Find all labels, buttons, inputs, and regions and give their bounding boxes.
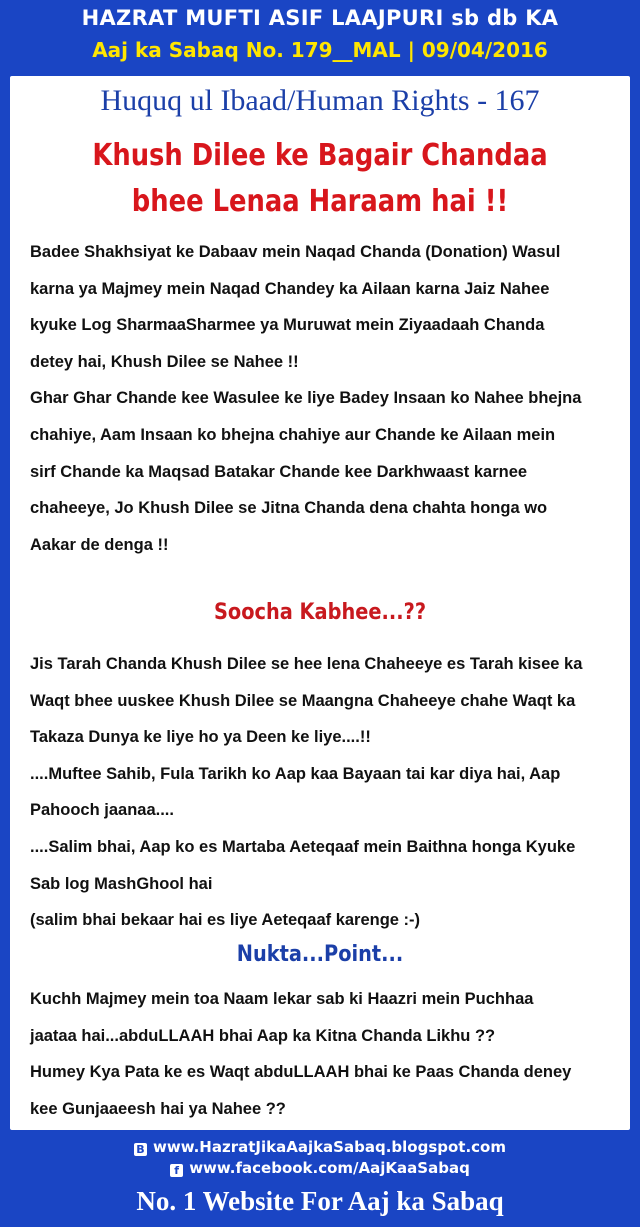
- paragraph-line: kee Gunjaaeesh hai ya Nahee ??: [30, 1099, 286, 1118]
- series-title: Huquq ul Ibaad/Human Rights - 167: [100, 84, 540, 117]
- paragraph-line: Pahooch jaanaa....: [30, 801, 174, 820]
- paragraph-line: Aakar de denga !!: [30, 535, 169, 554]
- blogger-icon: B: [134, 1143, 147, 1156]
- paragraph-line: chahiye, Aam Insaan ko bhejna chahiye aur Chande ke Ailaan mein: [30, 425, 556, 444]
- paragraph-line: Kuchh Majmey mein toa Naam lekar sab ki Haazri mein Puchhaa: [30, 990, 534, 1008]
- paragraph-line: Takaza Dunya ke liye ho ya Deen ke liye....!!: [30, 728, 371, 747]
- paragraph-line: jaataa hai...abduLLAAH bhai Aap ka Kitna Chanda Likhu ??: [30, 1026, 496, 1045]
- content-card: [10, 76, 630, 1130]
- paragraph-2: [30, 646, 610, 939]
- paragraph-line: ....Salim bhai, Aap ko es Martaba Aeteqaaf mein Baithna honga Kyuke: [30, 837, 576, 856]
- paragraph-line: ....Muftee Sahib, Fula Tarikh ko Aap kaa Bayaan tai kar diya hai, Aap: [30, 764, 561, 783]
- facebook-link[interactable]: [0, 1159, 640, 1177]
- headline-line-1: Khush Dilee ke Bagair Chandaa: [92, 138, 548, 173]
- header-author-line: HAZRAT MUFTI ASIF LAAJPURI sb db KA: [81, 6, 559, 30]
- section-title-nukta: Nukta...Point...: [236, 942, 404, 967]
- header-lesson-line: Aaj ka Sabaq No. 179__MAL | 09/04/2016: [92, 38, 548, 62]
- facebook-url[interactable]: www.facebook.com/AajKaaSabaq: [189, 1159, 470, 1177]
- headline-line-2: bhee Lenaa Haraam hai !!: [131, 184, 509, 219]
- blog-link[interactable]: [0, 1138, 640, 1156]
- paragraph-line: sirf Chande ka Maqsad Batakar Chande kee Darkhwaast karnee: [30, 462, 528, 481]
- facebook-icon: f: [170, 1164, 183, 1177]
- paragraph-line: chaheeye, Jo Khush Dilee se Jitna Chanda dena chahta honga wo: [30, 499, 548, 518]
- footer-tagline: No. 1 Website For Aaj ka Sabaq: [136, 1186, 504, 1216]
- paragraph-line: Humey Kya Pata ke es Waqt abduLLAAH bhai ke Paas Chanda deney: [30, 1063, 572, 1082]
- paragraph-line: Sab log MashGhool hai: [30, 874, 213, 893]
- paragraph-3: [30, 981, 610, 1127]
- paragraph-line: kyuke Log SharmaaSharmee ya Muruwat mein Ziyaadaah Chanda: [30, 316, 545, 335]
- blog-url[interactable]: www.HazratJikaAajkaSabaq.blogspot.com: [152, 1138, 506, 1156]
- paragraph-line: Badee Shakhsiyat ke Dabaav mein Naqad Chanda (Donation) Wasul: [30, 243, 561, 261]
- header: [0, 0, 640, 72]
- paragraph-line: detey hai, Khush Dilee se Nahee !!: [30, 352, 299, 371]
- paragraph-line: karna ya Majmey mein Naqad Chandey ka Ailaan karna Jaiz Nahee: [30, 279, 550, 298]
- paragraph-line: (salim bhai bekaar hai es liye Aeteqaaf karenge :-): [30, 911, 421, 930]
- paragraph-line: Jis Tarah Chanda Khush Dilee se hee lena Chaheeye es Tarah kisee ka: [30, 655, 583, 673]
- paragraph-1: [30, 234, 610, 563]
- paragraph-line: Ghar Ghar Chande kee Wasulee ke liye Badey Insaan ko Nahee bhejna: [30, 389, 582, 408]
- paragraph-line: Waqt bhee uuskee Khush Dilee se Maangna Chaheeye chahe Waqt ka: [30, 691, 576, 710]
- section-title-soocha: Soocha Kabhee...??: [213, 600, 427, 625]
